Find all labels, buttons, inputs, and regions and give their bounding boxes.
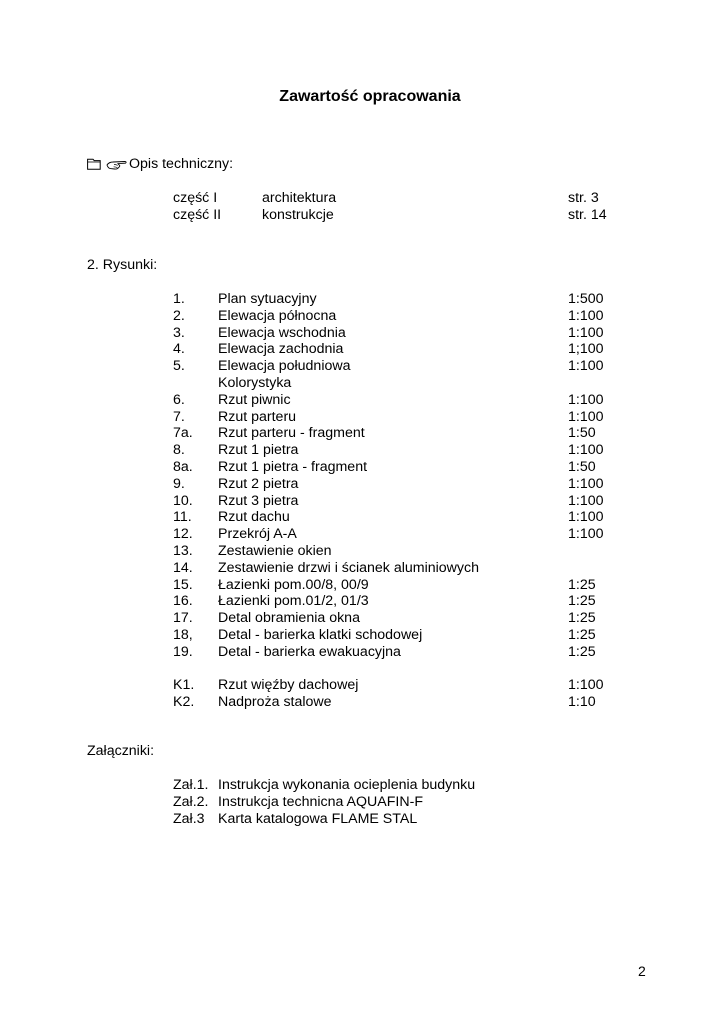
attachment-row — [0, 777, 724, 794]
rysunki-heading: 2. Rysunki: — [87, 257, 158, 273]
drawing-title: Rzut 2 pietra — [218, 475, 299, 492]
page-title: Zawartość opracowania — [279, 88, 461, 105]
drawing-title: Elewacja południowa — [218, 358, 351, 375]
drawing-title: Elewacja północna — [218, 307, 337, 324]
drawing-scale: 1:25 — [568, 610, 596, 627]
part-label: część I — [173, 190, 218, 206]
drawing-title: Zestawienie okien — [218, 543, 332, 559]
drawing-scale: 1:25 — [568, 627, 596, 643]
drawing-title: Detal - barierka klatki schodowej — [218, 627, 423, 643]
part-page: str. 14 — [568, 207, 607, 223]
drawing-title: Łazienki pom.01/2, 01/3 — [218, 593, 369, 610]
drawing-row — [0, 476, 724, 493]
opis-part-row — [0, 207, 724, 224]
drawing-row — [0, 375, 724, 392]
drawing-scale: 1:100 — [568, 492, 604, 509]
part-name: konstrukcje — [262, 207, 334, 223]
drawing-scale: 1:100 — [568, 391, 604, 408]
drawing-number: 18, — [173, 627, 193, 643]
opis-label: Opis techniczny: — [129, 156, 234, 172]
drawing-title: Plan sytuacyjny — [218, 291, 317, 307]
drawing-row — [0, 425, 724, 442]
drawing-scale: 1:100 — [568, 509, 604, 526]
drawing-title: Elewacja wschodnia — [218, 324, 346, 341]
drawing-row — [0, 308, 724, 325]
drawing-number: 7a. — [173, 425, 193, 442]
page-number: 2 — [638, 963, 646, 979]
drawing-scale: 1:100 — [568, 677, 604, 693]
drawing-title: Nadproża stalowe — [218, 693, 332, 710]
drawing-scale: 1:100 — [568, 324, 604, 341]
drawing-number: 5. — [173, 358, 185, 375]
drawing-number: 10. — [173, 492, 193, 509]
drawing-number: 4. — [173, 341, 185, 358]
drawing-number: 13. — [173, 543, 193, 559]
drawing-row — [0, 694, 724, 711]
drawing-title: Zestawienie drzwi i ścianek aluminiowych — [218, 559, 479, 576]
drawing-scale: 1:50 — [568, 425, 596, 442]
opis-heading — [87, 156, 233, 173]
drawing-row — [0, 341, 724, 358]
drawing-title: Detal obramienia okna — [218, 610, 360, 627]
part-page: str. 3 — [568, 190, 599, 206]
drawing-scale: 1:100 — [568, 526, 604, 543]
pointing-hand-icon — [106, 158, 128, 170]
drawing-title: Rzut parteru — [218, 408, 297, 425]
opis-part-row — [0, 190, 724, 207]
drawing-title: Przekrój A-A — [218, 526, 297, 543]
drawing-number: 2. — [173, 307, 185, 324]
part-name: architektura — [262, 190, 337, 206]
drawing-scale: 1:100 — [568, 358, 604, 375]
drawing-scale: 1:100 — [568, 442, 604, 459]
drawing-number: 12. — [173, 526, 193, 543]
attachment-title: Instrukcja wykonania ocieplenia budynku — [218, 777, 476, 793]
drawing-title: Kolorystyka — [218, 375, 292, 391]
drawing-number: 3. — [173, 324, 185, 341]
drawing-row — [0, 442, 724, 459]
drawing-number: 9. — [173, 475, 185, 492]
drawing-row — [0, 577, 724, 594]
drawing-number: 6. — [173, 391, 185, 408]
drawing-row — [0, 409, 724, 426]
drawing-row — [0, 644, 724, 661]
drawing-scale: 1:50 — [568, 459, 596, 475]
drawing-number: 11. — [173, 509, 192, 526]
drawing-number: K2. — [173, 693, 195, 710]
drawing-scale: 1;100 — [568, 341, 604, 358]
drawing-number: 7. — [173, 408, 185, 425]
drawing-title: Rzut 1 pietra — [218, 442, 299, 459]
drawing-row — [0, 677, 724, 694]
drawing-number: 17. — [173, 610, 193, 627]
attachment-number: Zał.1. — [173, 777, 209, 793]
attachment-number: Zał.3 — [173, 810, 205, 827]
drawing-row — [0, 493, 724, 510]
drawing-scale: 1:100 — [568, 307, 604, 324]
drawing-scale: 1:10 — [568, 693, 596, 710]
attachment-title: Instrukcja technicna AQUAFIN-F — [218, 793, 423, 810]
drawing-scale: 1:500 — [568, 291, 604, 307]
part-label: część II — [173, 207, 222, 223]
drawing-number: 16. — [173, 593, 193, 610]
drawing-title: Rzut parteru - fragment — [218, 425, 365, 442]
drawing-scale: 1:25 — [568, 593, 596, 610]
zalaczniki-heading: Załączniki: — [87, 743, 155, 759]
drawing-row — [0, 627, 724, 644]
drawing-number: K1. — [173, 677, 195, 693]
drawing-row — [0, 358, 724, 375]
drawing-number: 1. — [173, 291, 185, 307]
drawing-number: 8a. — [173, 459, 193, 475]
drawing-row — [0, 392, 724, 409]
drawing-title: Łazienki pom.00/8, 00/9 — [218, 576, 369, 593]
drawing-number: 14. — [173, 559, 193, 576]
drawing-row — [0, 291, 724, 308]
drawing-title: Elewacja zachodnia — [218, 341, 344, 358]
drawing-row — [0, 543, 724, 560]
attachment-row — [0, 811, 724, 828]
drawing-scale: 1:25 — [568, 576, 596, 593]
drawing-title: Rzut 3 pietra — [218, 492, 299, 509]
drawing-number: 8. — [173, 442, 185, 459]
drawing-scale: 1:25 — [568, 643, 596, 660]
drawing-scale: 1:100 — [568, 408, 604, 425]
drawing-number: 19. — [173, 643, 193, 660]
drawing-title: Rzut więźby dachowej — [218, 677, 359, 693]
drawing-row — [0, 526, 724, 543]
drawing-title: Rzut 1 pietra - fragment — [218, 459, 368, 475]
drawing-scale: 1:100 — [568, 475, 604, 492]
drawing-row — [0, 593, 724, 610]
drawing-title: Rzut dachu — [218, 509, 290, 526]
drawing-row — [0, 560, 724, 577]
attachment-number: Zał.2. — [173, 793, 209, 810]
attachment-title: Karta katalogowa FLAME STAL — [218, 810, 418, 827]
drawing-row — [0, 509, 724, 526]
drawing-title: Rzut piwnic — [218, 391, 291, 408]
drawing-row — [0, 610, 724, 627]
drawing-row — [0, 459, 724, 476]
folder-icon — [87, 158, 105, 170]
drawing-title: Detal - barierka ewakuacyjna — [218, 643, 401, 660]
drawing-row — [0, 325, 724, 342]
attachment-row — [0, 794, 724, 811]
drawing-number: 15. — [173, 576, 193, 593]
